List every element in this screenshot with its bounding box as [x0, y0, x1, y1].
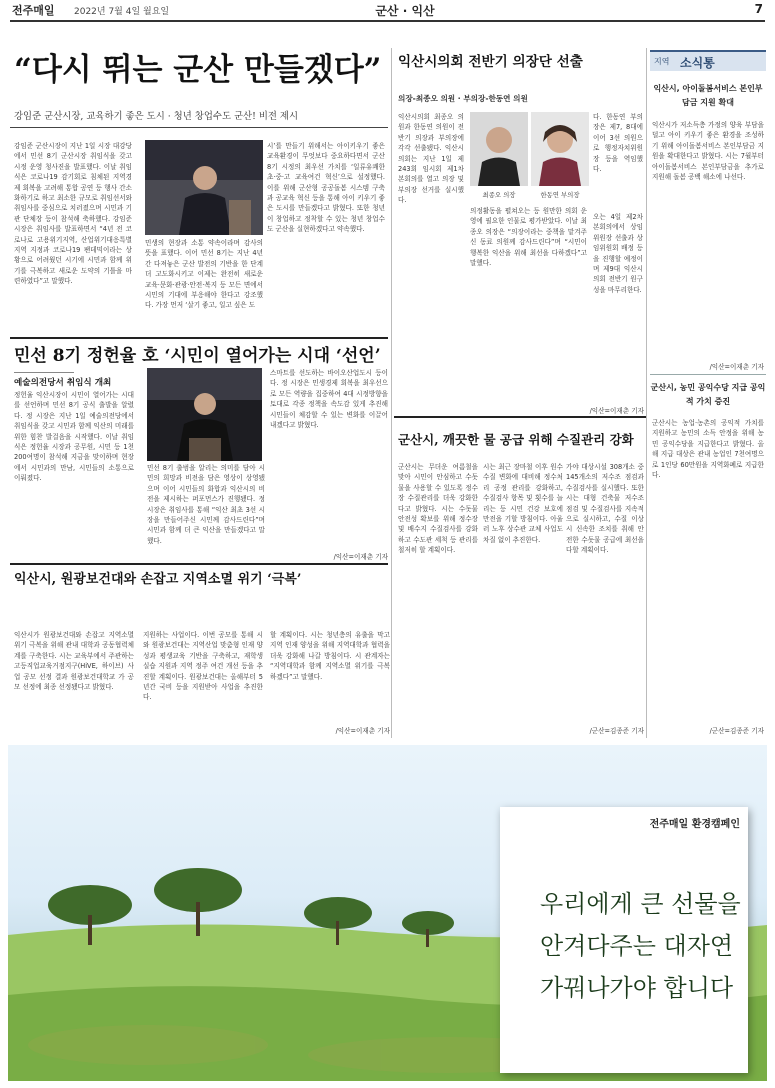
environment-campaign-ad	[8, 745, 767, 1081]
minsun-body-col3: 스마트를 선도하는 바이오산업도시 등이다. 정 시장은 민생경제 회복을 최우선으로 모든 역량을 집중하여 4대 시정방향을 토대로 각종 정책을 속도감 있게 추진해 시민들이 체감할 수 있는 변화를 이끌어내겠다고 밝혔다.	[270, 369, 388, 430]
lead-headline: “다시 뛰는 군산 만들겠다”	[14, 52, 382, 88]
lead-body-col1: 강임준 군산시장이 지난 1일 시장 대강당에서 민선 8기 군산시장 취임식을 갖고 시정 운영 청사진을 발표했다. 이날 취임식은 코로나19 감기회로 침체된 지역경제 회복을 고려해 통합 공연 등 행사 간소화하기로 하고 최소한 규모로 취임선서와 취임사를 중심으로 치러졌으며 시민과 기관 단체장 등이 참석해 축하했다. 강임준 시장은 취임사를 발표하면서 “4년 전 코로나로 고용위기지역, 산업위기대응특별지역 지정과 코로나19 팬데믹이라는 상황으로 어려웠던 시기에 시민과 함께 위기를 극복하고 새로운 도약의 기틀을 마련하였다”고 말했다.	[14, 142, 132, 286]
minsun-photo	[147, 368, 262, 461]
wonkwang-byline: /익산=이재춘 기자	[335, 727, 390, 735]
newspaper-logo: 전주매일	[12, 4, 55, 17]
ad-line-2: 안겨다주는 대자연	[540, 932, 734, 960]
wonkwang-body-col1: 익산시가 원광보건대와 손잡고 지역소멸 위기 극복을 위해 관내 대학과 공동협력체계를 구축한다. 시는 교육부에서 주관하는 고등직업교육거점지구(HiVE, 하이브) 사업 공모 선정 결과 원광보건대학교 가 공모 선정에 최종 선정됐다고 밝혔다.	[14, 631, 134, 692]
water-byline: /군산=김종준 기자	[589, 727, 644, 735]
ad-line-1: 우리에게 큰 선물을	[540, 890, 741, 918]
lead-body-col2: 민생의 현장과 소통 약속이라며 감사의 뜻을 표했다. 이어 민선 8기는 지난 4년간 다져놓은 군산 발전의 기반을 한 단계 더 고도화시키고 이제는 완전히 새로운 교육·문화·관광·안전·복지 등 모든 면에서 시민의 기대에 부응해야 한다고 강조했다. 가장 먼저 ‘살기 좋고, 일고 싶은 도	[145, 239, 263, 310]
sidebar-story1-body: 익산시가 저소득층 가정의 양육 부담을 덜고 아이 키우기 좋은 환경을 조성하기 위해 아이돌봄서비스 본인부담금 지원을 확대한다고 밝혔다. 시는 7월부터 아이돌봄서비스 본인부담금을 추가로 지원해 돌봄 공백 해소에 나선다.	[652, 121, 764, 182]
council-body-col4: 오는 4일 제2차 본회의에서 상임위원장 선출과 상임위원회 배정 등을 진행할 예정이며 제9대 익산시의회 전반기 원구성을 마무리한다.	[593, 213, 643, 294]
lead-subhead: 강임준 군산시장, 교육하기 좋은 도시 · 청년 창업수도 군산! 비전 제시	[14, 111, 299, 122]
ad-line-3: 가꿔나가야 합니다	[540, 974, 734, 1002]
divider	[14, 372, 74, 373]
council-photo-vice	[531, 112, 589, 186]
sidebar-title: 소식통	[680, 56, 715, 70]
sidebar-story2-byline: /군산=김종준 기자	[709, 727, 764, 735]
wonkwang-body-col2: 지원하는 사업이다. 이번 공모를 통해 시와 원광보건대는 지역산업 맞춤형 인재 양성과 평생교육 기반을 구축하고, 재학생 실습 지원과 지역 정주 여건 개선 등을 추진할 계획이다. 원광보건대는 올해부터 5년간 국비 등을 지원받아 사업을 추진한다.	[143, 631, 263, 702]
council-subhead: 의장-최종오 의원 · 부의장-한동연 의원	[398, 94, 528, 103]
sidebar-header	[650, 50, 766, 71]
ad-card	[500, 807, 748, 1073]
divider	[10, 337, 388, 339]
divider	[650, 374, 766, 375]
section-title: 군산 · 익산	[375, 4, 435, 18]
council-photo-chairman-caption: 최종오 의장	[482, 191, 516, 199]
water-body-col1: 군산시는 무더운 여름철을 맞아 시민이 안심하고 수돗물을 사용할 수 있도록 정수장 수질관리를 더욱 강화한다고 밝혔다. 시는 수돗물 안전성 확보를 위해 정수장 및 배수지 수질검사를 강화하고 수도관 세척 등 관리를 철저히 할 계획이다.	[398, 463, 478, 555]
lead-body-col3: 시’를 만들기 위해서는 아이키우기 좋은 교육환경이 무엇보다 중요하다면서 군산 8기 시정의 최우선 가치를 ‘일류유쾌한 초·중·고 교육여건 혁신’으로 설정했다. 이를 위해 군산형 공공돌봄 시스템 구축과 공교육 혁신 등을 통해 아이 키우기 좋은 도시를 만들겠다고 밝혔다. 또한 청년이 창업하고 정착할 수 있는 청년 창업수도 군산을 실현하겠다고 약속했다.	[267, 142, 385, 234]
council-photo-vice-caption: 한동연 부의장	[540, 191, 580, 199]
council-headline: 익산시의회 전반기 의장단 선출	[398, 54, 583, 70]
wonkwang-body-col3: 할 계획이다. 시는 청년층의 유출을 막고 지역 인재 양성을 위해 지역대학과 협력을 더욱 강화해 나갈 방침이다. 시 관계자는 “지역대학과 함께 지역소멸 위기를 극복하겠다”고 말했다.	[270, 631, 390, 681]
council-body-col2: 다. 한동연 부의장은 제7, 8대에 이어 3선 의원으로 행정자치위원장 등을 역임했다.	[593, 113, 643, 174]
water-headline: 군산시, 깨끗한 물 공급 위해 수질관리 강화	[398, 432, 634, 447]
wonkwang-headline: 익산시, 원광보건대와 손잡고 지역소멸 위기 ‘극복’	[14, 572, 302, 587]
sidebar-label: 지역	[654, 57, 670, 66]
water-body-col2: 시는 최근 장마철 이후 원수 수질 변화에 대비해 정수처리 공정 관리를 강화하고, 수질검사 항목 및 횟수를 늘리는 등 시민 건강 보호에 만전을 기할 방침이다. 아울러 노후 상수관 교체 사업도 차질 없이 추진한다.	[483, 463, 563, 544]
council-body-col1: 익산시의회 최종오 의원과 한동연 의원이 전반기 의장과 부의장에 각각 선출됐다. 익산시의회는 지난 1일 제243회 임시회 제1차 본회의를 열고 의장 및 부의장 선거를 실시했다.	[398, 113, 464, 205]
council-byline: /익산=이재춘 기자	[589, 407, 644, 415]
divider	[10, 127, 388, 128]
divider	[394, 416, 646, 418]
sidebar-story1-byline: /익산=이재춘 기자	[709, 363, 764, 371]
minsun-body-col2: 민선 8기 출범을 알리는 의미를 담아 시민의 희망과 비전을 담은 영상이 상영됐으며 이어 시민들의 화합과 익산시의 비전을 제시하는 퍼포먼스가 진행됐다. 정 시장은 취임사를 통해 “익산 최초 3선 시장을 만들어주신 시민께 감사드린다”며 시민과 함께 더 큰 익산을 만들겠다고 말했다.	[147, 464, 265, 545]
minsun-kicker: 예술의전당서 취임식 개최	[14, 378, 112, 388]
council-photo-chairman	[470, 112, 528, 186]
column-divider	[646, 48, 647, 738]
lead-photo	[145, 140, 263, 235]
minsun-byline: /익산=이재춘 기자	[333, 553, 388, 561]
council-body-col3: 의정활동을 펼쳐오는 등 원만한 의회 운영에 필요한 인물로 평가받았다. 이날 최종오 의장은 “의장이라는 중책을 맡겨주신 동료 의원께 감사드린다”며 “시민이 행복한 익산을 위해 최선을 다하겠다”고 말했다.	[470, 207, 587, 268]
column-divider	[391, 48, 392, 738]
water-body-col3: 가야 대상시설 308개소 중 145개소의 저수조 점검과 수질검사를 실시했다. 또한 시는 대형 건축물 저수조 점검 및 수질검사를 지속적으로 실시하고, 수질 이상 시 신속한 조치를 취해 안전한 수돗물 공급에 최선을 다할 계획이다.	[566, 463, 644, 555]
sidebar-story2-body: 군산시는 농업·농촌의 공익적 가치를 지원하고 농민의 소득 안정을 위해 농민 공익수당을 지급한다고 밝혔다. 올해 지급 대상은 관내 농업인 7천여명으로 1인당 60만원을 지역화폐로 지급한다.	[652, 419, 764, 480]
sidebar-story1-headline: 익산시, 아이돌봄서비스 본인부담금 지원 확대	[653, 84, 763, 107]
sidebar-story2-headline: 군산시, 농민 공익수당 지급 공익적 가치 증진	[650, 383, 766, 406]
minsun-body-col1: 정헌율 익산시장이 시민이 열어가는 시대를 선언하며 민선 8기 공식 출발을 알렸다. 정 시장은 지난 1일 예술의전당에서 취임식을 갖고 시민과 함께 익산의 미래를 위한 힘찬 발걸음을 시작했다. 이날 취임식은 정헌율 시장과 공무원, 시민 등 1천200여명이 참석해 지금을 맞이하며 현장에서 시민과의 만남, 시민들의 소통으로 이뤄졌다.	[14, 391, 134, 483]
masthead	[10, 0, 765, 22]
divider	[10, 563, 388, 565]
ad-campaign-title: 전주매일 환경캠페인	[649, 819, 740, 830]
page-number: 7	[754, 2, 763, 16]
minsun-headline: 민선 8기 정헌율 호 ‘시민이 열어가는 시대 ‘선언’	[14, 346, 381, 366]
issue-date: 2022년 7월 4일 월요일	[74, 7, 170, 17]
